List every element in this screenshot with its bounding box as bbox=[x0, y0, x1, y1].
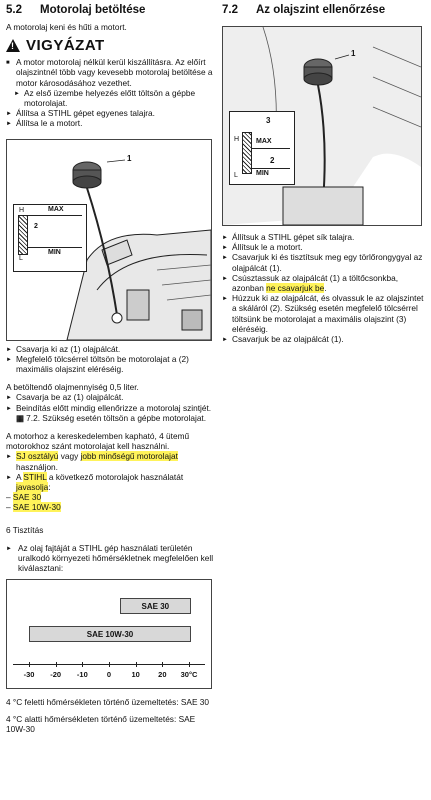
left-column bbox=[6, 0, 216, 734]
stihl-recommend bbox=[6, 472, 216, 492]
x-tick-mark bbox=[109, 662, 110, 667]
cleaning-ref: 6 Tisztítás bbox=[6, 524, 44, 535]
gauge-min-label: MIN bbox=[48, 248, 61, 256]
gauge-h-label: H bbox=[19, 206, 25, 214]
callout-1: 1 bbox=[351, 49, 356, 58]
screw-in-dipstick: ► Csavarja be az (1) olajpálcát. bbox=[6, 392, 216, 402]
gauge-scale bbox=[242, 132, 252, 174]
gauge-max-label: MAX bbox=[48, 205, 64, 213]
warning-icon: ! bbox=[6, 39, 20, 52]
gauge-l-label: L bbox=[19, 254, 23, 262]
oil-fill-figure bbox=[6, 139, 212, 341]
dipstick-gauge bbox=[229, 111, 295, 185]
warning-title: VIGYÁZAT bbox=[26, 37, 105, 55]
book-icon: ▦ bbox=[16, 412, 24, 423]
heading-title: Az olajszint ellenőrzése bbox=[256, 4, 386, 16]
step-insert-end: . bbox=[324, 283, 327, 294]
step-stop: ► Állítsuk le a motort. bbox=[222, 242, 426, 252]
recommend-highlight: javasolja bbox=[16, 482, 49, 493]
right-column bbox=[222, 0, 426, 344]
step-insert-dipstick bbox=[222, 273, 426, 293]
x-tick-label: 20 bbox=[158, 670, 167, 680]
oil-temperature-chart bbox=[6, 579, 212, 689]
four-stroke-note: A motorhoz a kereskedelemben kapható, 4 ütemű motorokhoz szánt motorolajat kell használni. bbox=[6, 431, 190, 452]
sj-use: használjon. bbox=[16, 461, 58, 472]
x-tick-label: -20 bbox=[50, 670, 62, 680]
heading-number: 5.2 bbox=[6, 4, 22, 16]
x-tick-label: 10 bbox=[131, 670, 140, 680]
dipstick-gauge bbox=[13, 204, 87, 272]
quality-oil-highlight: jobb minőségű motorolajat bbox=[80, 451, 178, 462]
gauge-callout-3: 3 bbox=[266, 116, 271, 125]
oil-option-2: – SAE 10W-30 bbox=[6, 502, 61, 513]
x-tick-mark bbox=[29, 662, 30, 667]
step-clean-dipstick: ► Csavarjuk ki és tisztítsuk meg egy törlőrongygyal az olajpálcát (1). bbox=[222, 252, 426, 272]
oil-option-2-text: SAE 10W-30 bbox=[12, 502, 61, 513]
section-heading-5-2 bbox=[6, 4, 216, 16]
x-tick-label: -10 bbox=[76, 670, 88, 680]
sj-class-highlight: SJ osztályú bbox=[16, 451, 59, 462]
x-tick-mark bbox=[56, 662, 57, 667]
x-tick-label: 30°C bbox=[180, 670, 198, 680]
do-not-screw-highlight: ne csavarjuk be bbox=[266, 283, 325, 294]
range-bar-sae-30: SAE 30 bbox=[120, 598, 191, 614]
below-4c-note: 4 °C alatti hőmérsékleten történő üzemeltetés: SAE 10W-30 bbox=[6, 713, 196, 734]
oil-option-1: – SAE 30 bbox=[6, 492, 42, 503]
gauge-callout-2: 2 bbox=[34, 222, 38, 230]
unscrew-dipstick: ► Csavarja ki az (1) olajpálcát. bbox=[6, 344, 216, 354]
x-tick-mark bbox=[136, 662, 137, 667]
step-insert-text: Csúsztassuk az olajpálcát (1) a töltőcsonkba, azonban bbox=[232, 272, 399, 294]
gauge-min-line bbox=[252, 168, 290, 169]
gauge-max-line bbox=[252, 148, 290, 149]
heading-number: 7.2 bbox=[222, 4, 238, 16]
check-level bbox=[6, 403, 216, 423]
x-tick-mark bbox=[162, 662, 163, 667]
oil-amount: A betöltendő olajmennyiség 0,5 liter. bbox=[6, 382, 139, 393]
callout-1: 1 bbox=[127, 153, 132, 163]
gauge-scale bbox=[18, 215, 28, 255]
x-tick-mark bbox=[189, 662, 190, 667]
step-stop-engine: ► Állítsa le a motort. bbox=[6, 118, 216, 128]
stihl-c: a következő motorolajok használatát bbox=[46, 471, 184, 482]
sj-class-note bbox=[6, 451, 216, 471]
x-tick-mark bbox=[82, 662, 83, 667]
stihl-e: : bbox=[48, 482, 51, 493]
warning-sub: ► Az első üzembe helyezés előtt töltsön a gépbe motorolajat. bbox=[6, 88, 216, 108]
oil-check-figure bbox=[222, 26, 422, 226]
step-screw-in: ► Csavarjuk be az olajpálcát (1). bbox=[222, 334, 426, 344]
gauge-callout-2: 2 bbox=[270, 156, 275, 165]
section-heading-7-2 bbox=[222, 4, 426, 16]
heading-title: Motorolaj betöltése bbox=[40, 4, 146, 16]
range-bar-sae-10w-30: SAE 10W-30 bbox=[29, 626, 191, 642]
warning-text: ■ A motor motorolaj nélkül kerül kiszállításra. Az előírt olajszintnél több vagy kevesebb motorolaj betöltése a motor károsodásához vezethet. bbox=[6, 57, 216, 88]
stihl-highlight: STIHL bbox=[23, 471, 47, 482]
fill-oil: ► Megfelelő tölcsérrel töltsön be motorolajat a (2) maximális olajszint eléréséig. bbox=[6, 354, 216, 374]
stihl-a: A bbox=[16, 471, 24, 482]
intro-text: A motorolaj keni és hűti a motort. bbox=[6, 22, 127, 32]
gauge-l-label: L bbox=[234, 172, 238, 179]
gauge-max-line bbox=[28, 215, 82, 216]
gauge-max-label: MAX bbox=[256, 138, 272, 145]
above-4c-note: 4 °C feletti hőmérsékleten történő üzemeltetés: SAE 30 bbox=[6, 697, 210, 708]
gauge-min-label: MIN bbox=[256, 170, 269, 177]
step-level-ground: ► Állítsa a STIHL gépet egyenes talajra. bbox=[6, 108, 216, 118]
check-level-ref: 7.2. Szükség esetén töltsön a gépbe motorolajat. bbox=[26, 412, 207, 423]
step-level: ► Állítsuk a STIHL gépet sík talajra. bbox=[222, 232, 426, 242]
step-read-level: ► Húzzuk ki az olajpálcát, és olvassuk le az olajszintet a skáláról (2). Szükség esetén megfelelő tölcsérrel töltsünk be motorolajat a maximális olajszint (3) eléréséig. bbox=[222, 293, 426, 334]
x-tick-label: -30 bbox=[23, 670, 35, 680]
gauge-h-label: H bbox=[234, 136, 240, 143]
gauge-min-line bbox=[28, 247, 82, 248]
check-level-text: Beindítás előtt mindig ellenőrizze a motorolaj szintjét. bbox=[16, 402, 212, 413]
sj-or: vagy bbox=[58, 451, 81, 462]
x-tick-label: 0 bbox=[106, 670, 112, 680]
warning-header bbox=[6, 37, 216, 54]
choose-oil-note: ► Az olaj fajtáját a STIHL gép használati területén uralkodó környezeti hőmérsékletnek megfelelően kell kiválasztani: bbox=[6, 543, 216, 574]
oil-option-1-text: SAE 30 bbox=[12, 492, 42, 503]
